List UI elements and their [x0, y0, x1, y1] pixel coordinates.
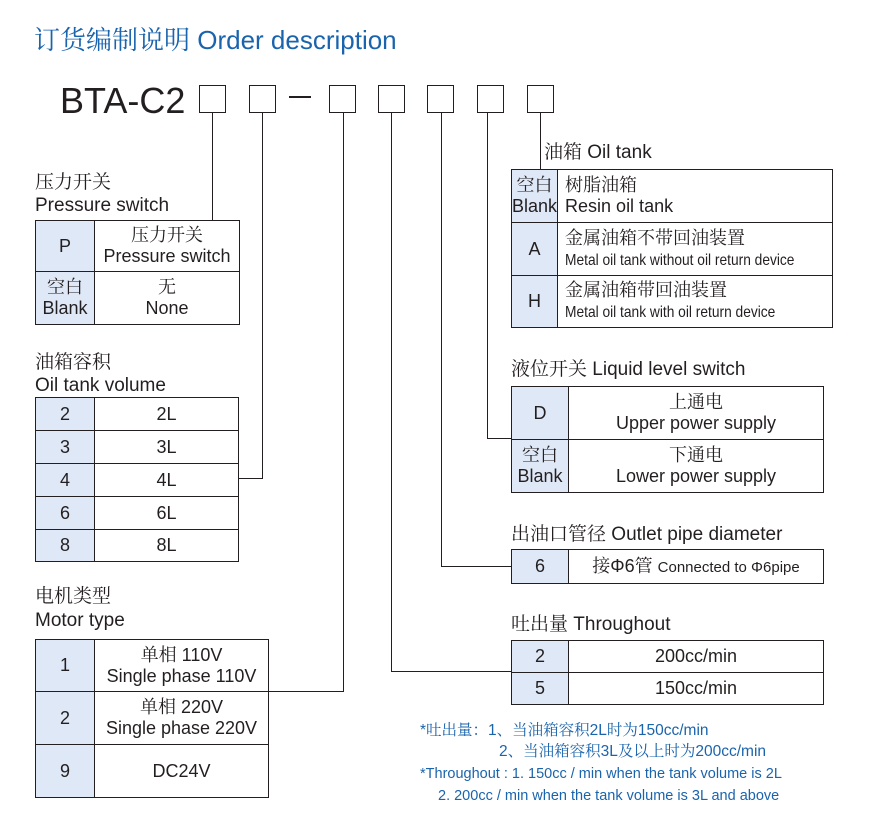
table-row: 2 单相 220V Single phase 220V — [36, 692, 269, 745]
pressure-switch-label-en: Pressure switch — [35, 195, 170, 216]
code-box-level-switch — [477, 85, 504, 113]
table-row: 2 2L — [36, 398, 239, 431]
table-row: 5 150cc/min — [512, 673, 824, 705]
model-prefix: BTA-C2 — [60, 80, 186, 121]
table-row: 6 接Φ6管 Connected to Φ6pipe — [512, 550, 824, 584]
tank-volume-label-cn: 油箱容积 — [35, 352, 112, 373]
code-cell: P — [36, 221, 95, 272]
tank-volume-label-en: Oil tank volume — [35, 375, 166, 396]
table-row: 2 200cc/min — [512, 641, 824, 673]
desc-cell: 单相 220V Single phase 220V — [95, 692, 269, 745]
table-row: 3 3L — [36, 431, 239, 464]
code-box-motor-type — [329, 85, 356, 113]
page-title: 订货编制说明 Order description — [34, 25, 397, 55]
pressure-switch-table — [35, 220, 240, 325]
motor-type-label-en: Motor type — [35, 610, 125, 631]
note-cn-1: *吐出量：1、当油箱容积2L时为150cc/min — [420, 722, 709, 739]
code-box-tank-volume — [249, 85, 276, 113]
table-row: 8 8L — [36, 530, 239, 562]
code-cell: 空白 Blank — [36, 272, 95, 325]
oil-tank-label: 油箱 Oil tank — [544, 142, 652, 163]
table-row: 空白 Blank 下通电 Lower power supply — [512, 440, 824, 493]
code-box-pressure-switch — [199, 85, 226, 113]
table-row: A 金属油箱不带回油装置 Metal oil tank without oil return device — [512, 223, 833, 276]
table-row: 9 DC24V — [36, 745, 269, 798]
motor-type-label-cn: 电机类型 — [35, 586, 112, 607]
level-switch-table — [511, 386, 824, 493]
table-row: 4 4L — [36, 464, 239, 497]
code-box-throughput — [378, 85, 405, 113]
table-row: 1 单相 110V Single phase 110V — [36, 640, 269, 692]
table-row: 6 6L — [36, 497, 239, 530]
note-cn-2: 2、当油箱容积3L及以上时为200cc/min — [499, 743, 767, 760]
desc-cell: 单相 110V Single phase 110V — [95, 640, 269, 692]
code-box-oil-tank — [527, 85, 554, 113]
table-row: 空白 Blank 树脂油箱 Resin oil tank — [512, 170, 833, 223]
note-en-1: *Throughout : 1. 150cc / min when the tank volume is 2L — [420, 766, 782, 782]
code-box-outlet-pipe — [427, 85, 454, 113]
outlet-pipe-label: 出油口管径 Outlet pipe diameter — [511, 524, 783, 545]
desc-cell: 无 None — [95, 272, 240, 325]
desc-cell: 压力开关 Pressure switch — [95, 221, 240, 272]
pressure-switch-label-cn: 压力开关 — [35, 172, 112, 193]
throughput-table — [511, 640, 824, 705]
oil-tank-table — [511, 169, 833, 328]
note-en-2: 2. 200cc / min when the tank volume is 3L and above — [438, 788, 780, 804]
motor-type-table — [35, 639, 269, 798]
level-switch-label: 液位开关 Liquid level switch — [511, 359, 746, 380]
model-dash — [289, 96, 311, 98]
throughput-label: 吐出量 Throughout — [511, 614, 671, 635]
tank-volume-table — [35, 397, 239, 562]
table-row: D 上通电 Upper power supply — [512, 387, 824, 440]
table-row — [36, 221, 240, 272]
table-row — [36, 272, 240, 325]
table-row: H 金属油箱带回油装置 Metal oil tank with oil return device — [512, 276, 833, 328]
outlet-pipe-table — [511, 549, 824, 584]
